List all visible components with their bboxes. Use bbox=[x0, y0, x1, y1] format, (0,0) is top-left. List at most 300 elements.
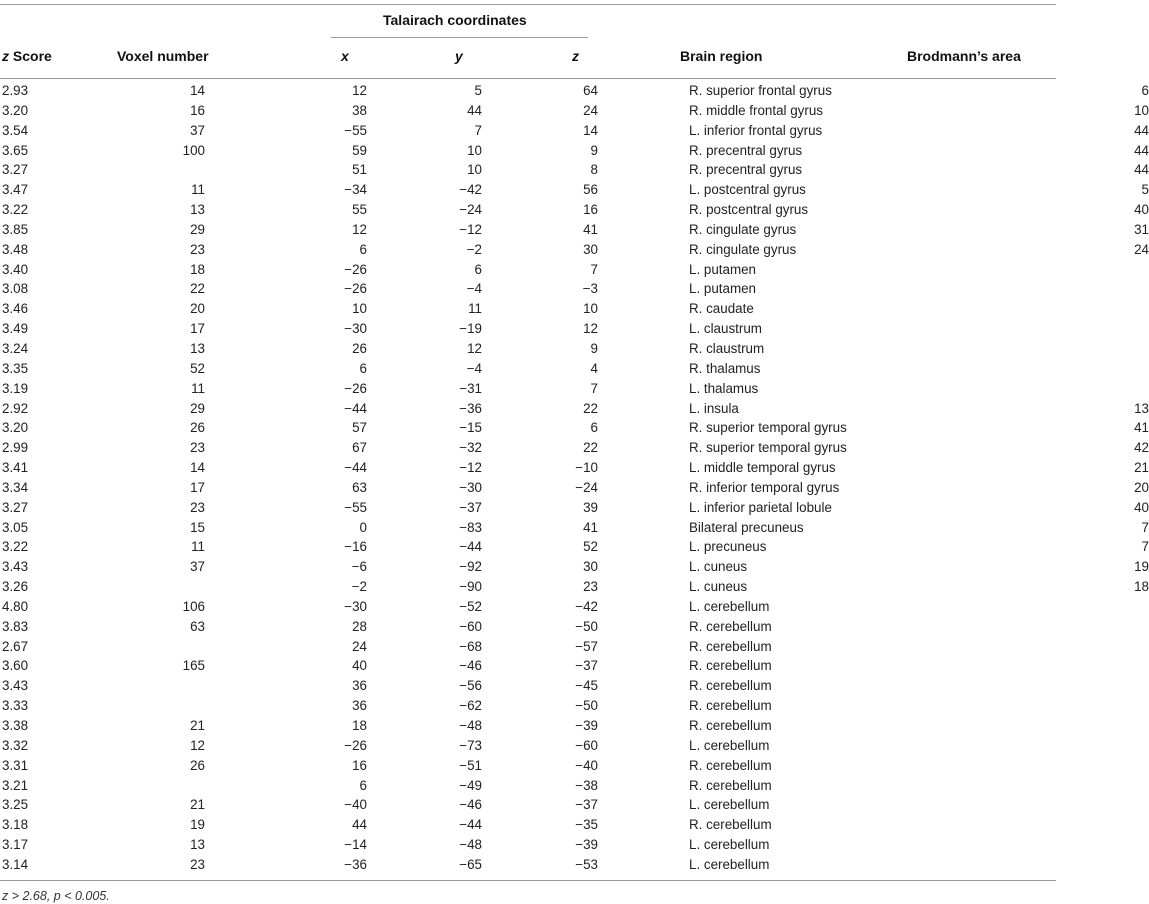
table-row bbox=[0, 339, 1149, 359]
cell-x: 51 bbox=[352, 162, 367, 178]
cell-x: −44 bbox=[344, 400, 367, 416]
cell-voxel-number: 23 bbox=[190, 440, 205, 456]
cell-x: 16 bbox=[352, 757, 367, 773]
cell-y: −68 bbox=[459, 638, 482, 654]
cell-brain-region: L. putamen bbox=[689, 281, 756, 297]
cell-voxel-number: 19 bbox=[190, 817, 205, 833]
cell-y: −44 bbox=[459, 817, 482, 833]
cell-voxel-number: 29 bbox=[190, 400, 205, 416]
cell-brain-region: Bilateral precuneus bbox=[689, 519, 804, 535]
cell-x: −14 bbox=[344, 837, 367, 853]
header-voxel-number: Voxel number bbox=[117, 48, 209, 64]
cell-z-score: 3.41 bbox=[2, 460, 29, 476]
cell-y: −19 bbox=[459, 321, 482, 337]
cell-z-score: 3.20 bbox=[2, 420, 29, 436]
cell-y: −44 bbox=[459, 539, 482, 555]
cell-x: 38 bbox=[352, 102, 367, 118]
table-row bbox=[0, 855, 1149, 875]
cell-x: −6 bbox=[351, 559, 367, 575]
cell-voxel-number: 29 bbox=[190, 221, 205, 237]
cell-x: 36 bbox=[352, 698, 367, 714]
cell-voxel-number: 23 bbox=[190, 241, 205, 257]
data-table bbox=[0, 81, 1149, 875]
cell-brain-region: R. superior temporal gyrus bbox=[689, 440, 847, 456]
cell-z-score: 3.35 bbox=[2, 360, 29, 376]
cell-voxel-number: 15 bbox=[190, 519, 205, 535]
table-row bbox=[0, 736, 1149, 756]
table-row bbox=[0, 101, 1149, 121]
cell-z-score: 2.92 bbox=[2, 400, 29, 416]
cell-z-score: 3.05 bbox=[2, 519, 29, 535]
cell-brain-region: R. cerebellum bbox=[689, 718, 772, 733]
cell-brain-region: R. superior temporal gyrus bbox=[689, 420, 847, 436]
table-row bbox=[0, 498, 1149, 518]
cell-x: 18 bbox=[352, 718, 367, 733]
cell-z-score: 3.47 bbox=[2, 182, 29, 198]
cell-brodmanns-area bbox=[1053, 597, 1149, 617]
cell-brodmanns-area bbox=[1053, 319, 1149, 339]
cell-brain-region: L. inferior frontal gyrus bbox=[689, 122, 823, 138]
cell-z: −37 bbox=[575, 658, 598, 674]
cell-z: 4 bbox=[590, 360, 598, 376]
table-row bbox=[0, 716, 1149, 736]
cell-z-score: 3.08 bbox=[2, 281, 29, 297]
cell-brain-region: L. cuneus bbox=[689, 559, 748, 575]
cell-z-score: 3.33 bbox=[2, 698, 29, 714]
cell-voxel-number bbox=[62, 676, 205, 696]
cell-y: −37 bbox=[459, 499, 482, 515]
cell-y: −56 bbox=[459, 678, 482, 694]
cell-y: −46 bbox=[459, 797, 482, 813]
cell-brodmanns-area bbox=[1053, 637, 1149, 657]
cell-brodmanns-area bbox=[1053, 260, 1149, 280]
cell-y: 6 bbox=[474, 261, 482, 277]
table-row bbox=[0, 438, 1149, 458]
cell-brodmanns-area: 7 bbox=[1141, 539, 1149, 555]
cell-voxel-number bbox=[62, 160, 205, 180]
cell-brodmanns-area bbox=[1053, 776, 1149, 796]
table-row bbox=[0, 81, 1149, 101]
cell-z-score: 3.83 bbox=[2, 618, 29, 634]
cell-brodmanns-area: 40 bbox=[1134, 202, 1149, 218]
cell-brain-region: R. cerebellum bbox=[689, 638, 772, 654]
cell-voxel-number: 26 bbox=[190, 757, 205, 773]
cell-x: −36 bbox=[344, 856, 367, 872]
cell-z: −50 bbox=[575, 618, 598, 634]
cell-y: −51 bbox=[459, 757, 482, 773]
cell-z-score: 4.80 bbox=[2, 598, 29, 614]
cell-brodmanns-area: 24 bbox=[1134, 241, 1149, 257]
cell-voxel-number: 37 bbox=[190, 122, 205, 138]
cell-x: 6 bbox=[359, 241, 367, 257]
cell-z-score: 3.25 bbox=[2, 797, 29, 813]
header-z-italic: z bbox=[572, 48, 579, 64]
cell-x: −40 bbox=[344, 797, 367, 813]
cell-z: 52 bbox=[583, 539, 598, 555]
cell-z: 9 bbox=[590, 142, 598, 158]
cell-brodmanns-area: 44 bbox=[1134, 122, 1149, 138]
cell-y: −30 bbox=[459, 479, 482, 495]
cell-z-score: 2.67 bbox=[2, 638, 29, 654]
cell-z-score: 3.85 bbox=[2, 221, 29, 237]
cell-z: −38 bbox=[575, 777, 598, 793]
cell-brodmanns-area: 42 bbox=[1134, 440, 1149, 456]
header-y bbox=[455, 48, 463, 64]
top-rule bbox=[0, 4, 1056, 5]
cell-brodmanns-area: 20 bbox=[1134, 479, 1149, 495]
cell-z: 30 bbox=[583, 559, 598, 575]
cell-y: −65 bbox=[459, 856, 482, 872]
table-row bbox=[0, 518, 1149, 538]
cell-brain-region: R. cerebellum bbox=[689, 757, 772, 773]
table-row bbox=[0, 756, 1149, 776]
cell-brain-region: R. superior frontal gyrus bbox=[689, 83, 832, 98]
cell-brodmanns-area bbox=[1053, 696, 1149, 716]
table-row bbox=[0, 458, 1149, 478]
cell-z-score: 3.32 bbox=[2, 737, 29, 753]
cell-brodmanns-area: 21 bbox=[1134, 460, 1149, 476]
cell-z: −40 bbox=[575, 757, 598, 773]
cell-z: 16 bbox=[583, 202, 598, 218]
cell-z-score: 2.93 bbox=[2, 83, 29, 98]
cell-voxel-number: 14 bbox=[190, 83, 205, 98]
cell-x: −26 bbox=[344, 261, 367, 277]
cell-z: −42 bbox=[575, 598, 598, 614]
cell-y: −12 bbox=[459, 221, 482, 237]
cell-brodmanns-area bbox=[1053, 656, 1149, 676]
cell-z: −60 bbox=[575, 737, 598, 753]
cell-x: 6 bbox=[359, 360, 367, 376]
table-row bbox=[0, 260, 1149, 280]
cell-z: −35 bbox=[575, 817, 598, 833]
cell-x: −26 bbox=[344, 380, 367, 396]
header-z-score bbox=[2, 48, 52, 64]
cell-brain-region: R. inferior temporal gyrus bbox=[689, 479, 840, 495]
cell-x: −30 bbox=[344, 598, 367, 614]
table-row bbox=[0, 279, 1149, 299]
cell-brodmanns-area bbox=[1053, 379, 1149, 399]
cell-x: −16 bbox=[344, 539, 367, 555]
table-row bbox=[0, 399, 1149, 419]
cell-voxel-number: 52 bbox=[190, 360, 205, 376]
cell-brain-region: R. precentral gyrus bbox=[689, 162, 803, 178]
table-row bbox=[0, 478, 1149, 498]
table-row bbox=[0, 160, 1149, 180]
cell-z-score: 3.43 bbox=[2, 678, 29, 694]
cell-brain-region: L. thalamus bbox=[689, 380, 759, 396]
table-row bbox=[0, 200, 1149, 220]
cell-brain-region: L. putamen bbox=[689, 261, 756, 277]
cell-brain-region: R. precentral gyrus bbox=[689, 142, 803, 158]
cell-z: −45 bbox=[575, 678, 598, 694]
cell-z: 24 bbox=[583, 102, 598, 118]
cell-z-score: 3.20 bbox=[2, 102, 29, 118]
cell-voxel-number: 18 bbox=[190, 261, 205, 277]
cell-x: 63 bbox=[352, 479, 367, 495]
cell-voxel-number: 16 bbox=[190, 102, 205, 118]
cell-z: 56 bbox=[583, 182, 598, 198]
cell-z: −24 bbox=[575, 479, 598, 495]
cell-brain-region: R. cerebellum bbox=[689, 658, 772, 674]
cell-voxel-number: 100 bbox=[182, 142, 205, 158]
table-row bbox=[0, 776, 1149, 796]
table-row bbox=[0, 577, 1149, 597]
cell-voxel-number: 106 bbox=[182, 598, 205, 614]
table-row bbox=[0, 359, 1149, 379]
table-row bbox=[0, 656, 1149, 676]
cell-y: −52 bbox=[459, 598, 482, 614]
table-row bbox=[0, 240, 1149, 260]
cell-brodmanns-area: 18 bbox=[1134, 579, 1149, 595]
cell-voxel-number: 165 bbox=[182, 658, 205, 674]
cell-brain-region: R. cerebellum bbox=[689, 618, 772, 634]
cell-z: 30 bbox=[583, 241, 598, 257]
cell-voxel-number: 13 bbox=[190, 837, 205, 853]
cell-z: 23 bbox=[583, 579, 598, 595]
table-row bbox=[0, 617, 1149, 637]
cell-z: 7 bbox=[590, 380, 598, 396]
cell-brodmanns-area: 5 bbox=[1141, 182, 1149, 198]
cell-y: −92 bbox=[459, 559, 482, 575]
cell-z: −39 bbox=[575, 718, 598, 733]
cell-brain-region: R. cerebellum bbox=[689, 817, 772, 833]
cell-brain-region: R. middle frontal gyrus bbox=[689, 102, 823, 118]
cell-y: 7 bbox=[474, 122, 482, 138]
cell-x: −2 bbox=[351, 579, 367, 595]
table-row bbox=[0, 537, 1149, 557]
cell-brodmanns-area bbox=[1053, 359, 1149, 379]
cell-y: 5 bbox=[474, 83, 482, 98]
header-z-score-text: Score bbox=[9, 48, 52, 64]
cell-brain-region: L. cerebellum bbox=[689, 737, 770, 753]
cell-brodmanns-area: 44 bbox=[1134, 142, 1149, 158]
cell-y: −48 bbox=[459, 837, 482, 853]
cell-x: −26 bbox=[344, 737, 367, 753]
cell-y: −2 bbox=[466, 241, 482, 257]
table-row bbox=[0, 696, 1149, 716]
header-talairach-coordinates: Talairach coordinates bbox=[383, 12, 527, 28]
cell-y: 44 bbox=[467, 102, 482, 118]
cell-brain-region: L. inferior parietal lobule bbox=[689, 499, 832, 515]
cell-brain-region: L. cerebellum bbox=[689, 856, 770, 872]
cell-y: −83 bbox=[459, 519, 482, 535]
cell-z-score: 3.48 bbox=[2, 241, 29, 257]
cell-brain-region: L. cerebellum bbox=[689, 797, 770, 813]
cell-y: −24 bbox=[459, 202, 482, 218]
table-row bbox=[0, 220, 1149, 240]
cell-x: −55 bbox=[344, 499, 367, 515]
cell-y: −62 bbox=[459, 698, 482, 714]
cell-voxel-number: 21 bbox=[190, 797, 205, 813]
header-z-score-italic: z bbox=[2, 48, 9, 64]
cell-brodmanns-area bbox=[1053, 617, 1149, 637]
cell-z-score: 3.14 bbox=[2, 856, 29, 872]
cell-x: 26 bbox=[352, 340, 367, 356]
cell-z: −57 bbox=[575, 638, 598, 654]
cell-brain-region: R. cerebellum bbox=[689, 698, 772, 714]
cell-z: 41 bbox=[583, 221, 598, 237]
cell-z-score: 3.46 bbox=[2, 301, 29, 317]
cell-z: 41 bbox=[583, 519, 598, 535]
table-body bbox=[0, 81, 1149, 875]
table-row bbox=[0, 676, 1149, 696]
cell-y: −4 bbox=[466, 281, 482, 297]
cell-x: 12 bbox=[352, 221, 367, 237]
table-row bbox=[0, 597, 1149, 617]
cell-z: 12 bbox=[583, 321, 598, 337]
cell-x: 10 bbox=[352, 301, 367, 317]
cell-voxel-number: 20 bbox=[190, 301, 205, 317]
cell-z: 64 bbox=[583, 83, 598, 98]
cell-z-score: 3.21 bbox=[2, 777, 29, 793]
cell-brodmanns-area bbox=[1053, 716, 1149, 736]
cell-z-score: 3.49 bbox=[2, 321, 29, 337]
table-row bbox=[0, 418, 1149, 438]
cell-y: 12 bbox=[467, 340, 482, 356]
header-brain-region: Brain region bbox=[680, 48, 763, 64]
cell-x: −26 bbox=[344, 281, 367, 297]
cell-brodmanns-area: 13 bbox=[1134, 400, 1149, 416]
cell-x: 57 bbox=[352, 420, 367, 436]
cell-x: 36 bbox=[352, 678, 367, 694]
cell-y: −31 bbox=[459, 380, 482, 396]
cell-z: 22 bbox=[583, 440, 598, 456]
cell-x: 67 bbox=[352, 440, 367, 456]
cell-voxel-number: 13 bbox=[190, 202, 205, 218]
cell-z-score: 3.26 bbox=[2, 579, 29, 595]
cell-x: −55 bbox=[344, 122, 367, 138]
cell-z: −39 bbox=[575, 837, 598, 853]
cell-brain-region: R. cingulate gyrus bbox=[689, 241, 797, 257]
cell-brodmanns-area bbox=[1053, 279, 1149, 299]
cell-z-score: 3.17 bbox=[2, 837, 29, 853]
cell-y: −36 bbox=[459, 400, 482, 416]
cell-y: −73 bbox=[459, 737, 482, 753]
table-row bbox=[0, 637, 1149, 657]
cell-z-score: 3.18 bbox=[2, 817, 29, 833]
cell-voxel-number: 23 bbox=[190, 856, 205, 872]
cell-y: 11 bbox=[468, 301, 482, 317]
cell-brodmanns-area: 19 bbox=[1134, 559, 1149, 575]
talairach-group-rule bbox=[331, 37, 588, 38]
cell-z-score: 3.19 bbox=[2, 380, 29, 396]
cell-z: 10 bbox=[583, 301, 598, 317]
cell-brodmanns-area bbox=[1053, 855, 1149, 875]
cell-y: −32 bbox=[459, 440, 482, 456]
cell-y: −15 bbox=[459, 420, 482, 436]
cell-brodmanns-area bbox=[1053, 676, 1149, 696]
cell-voxel-number: 11 bbox=[191, 182, 205, 198]
cell-y: −12 bbox=[459, 460, 482, 476]
cell-brain-region: L. precuneus bbox=[689, 539, 767, 555]
cell-voxel-number: 63 bbox=[190, 618, 205, 634]
cell-brodmanns-area bbox=[1053, 339, 1149, 359]
cell-x: 28 bbox=[352, 618, 367, 634]
cell-voxel-number: 17 bbox=[190, 479, 205, 495]
cell-x: 6 bbox=[359, 777, 367, 793]
cell-x: 24 bbox=[352, 638, 367, 654]
cell-brain-region: R. caudate bbox=[689, 301, 754, 317]
cell-voxel-number: 11 bbox=[191, 539, 205, 555]
cell-brain-region: R. cingulate gyrus bbox=[689, 221, 797, 237]
footnote: z > 2.68, p < 0.005. bbox=[2, 889, 110, 903]
cell-voxel-number bbox=[62, 696, 205, 716]
cell-y: 10 bbox=[467, 142, 482, 158]
cell-voxel-number bbox=[62, 776, 205, 796]
cell-z-score: 3.31 bbox=[2, 757, 29, 773]
cell-brain-region: R. postcentral gyrus bbox=[689, 202, 809, 218]
cell-voxel-number: 21 bbox=[190, 718, 205, 733]
header-x bbox=[341, 48, 349, 64]
cell-z-score: 3.22 bbox=[2, 202, 29, 218]
cell-brain-region: L. insula bbox=[689, 400, 739, 416]
header-y-italic: y bbox=[455, 48, 463, 64]
cell-z: 9 bbox=[590, 340, 598, 356]
table-row bbox=[0, 557, 1149, 577]
cell-voxel-number: 26 bbox=[190, 420, 205, 436]
cell-z-score: 3.43 bbox=[2, 559, 29, 575]
cell-x: −30 bbox=[344, 321, 367, 337]
table-row bbox=[0, 835, 1149, 855]
cell-voxel-number: 17 bbox=[190, 321, 205, 337]
cell-brain-region: L. cerebellum bbox=[689, 598, 770, 614]
cell-brodmanns-area bbox=[1053, 815, 1149, 835]
cell-x: 55 bbox=[352, 202, 367, 218]
cell-voxel-number: 22 bbox=[190, 281, 205, 297]
cell-x: 40 bbox=[352, 658, 367, 674]
header-x-italic: x bbox=[341, 48, 349, 64]
cell-y: −60 bbox=[459, 618, 482, 634]
cell-voxel-number: 14 bbox=[190, 460, 205, 476]
cell-z: −50 bbox=[575, 698, 598, 714]
cell-y: −48 bbox=[459, 718, 482, 733]
cell-brain-region: R. cerebellum bbox=[689, 678, 772, 694]
cell-brodmanns-area: 40 bbox=[1134, 499, 1149, 515]
table-row bbox=[0, 795, 1149, 815]
cell-brain-region: L. cerebellum bbox=[689, 837, 770, 853]
cell-brain-region: R. thalamus bbox=[689, 360, 761, 376]
cell-x: 44 bbox=[352, 817, 367, 833]
cell-brodmanns-area bbox=[1053, 299, 1149, 319]
cell-y: 10 bbox=[467, 162, 482, 178]
cell-x: 59 bbox=[352, 142, 367, 158]
header-rule bbox=[0, 78, 1056, 79]
cell-z: −10 bbox=[575, 460, 598, 476]
cell-z-score: 2.99 bbox=[2, 440, 29, 456]
cell-brodmanns-area bbox=[1053, 835, 1149, 855]
cell-z-score: 3.22 bbox=[2, 539, 29, 555]
cell-z-score: 3.27 bbox=[2, 162, 29, 178]
bottom-rule bbox=[0, 880, 1056, 881]
cell-brain-region: L. postcentral gyrus bbox=[689, 182, 806, 198]
cell-voxel-number bbox=[62, 577, 205, 597]
table-row bbox=[0, 379, 1149, 399]
cell-brodmanns-area: 10 bbox=[1134, 102, 1149, 118]
cell-y: −42 bbox=[459, 182, 482, 198]
cell-x: −34 bbox=[344, 182, 367, 198]
cell-z: −53 bbox=[575, 856, 598, 872]
cell-z: 14 bbox=[583, 122, 598, 138]
table-row bbox=[0, 141, 1149, 161]
cell-z: 39 bbox=[583, 499, 598, 515]
cell-voxel-number bbox=[62, 637, 205, 657]
table-row bbox=[0, 319, 1149, 339]
cell-x: −44 bbox=[344, 460, 367, 476]
cell-voxel-number: 37 bbox=[190, 559, 205, 575]
cell-brain-region: L. cuneus bbox=[689, 579, 748, 595]
header-z bbox=[572, 48, 579, 64]
table-row bbox=[0, 180, 1149, 200]
